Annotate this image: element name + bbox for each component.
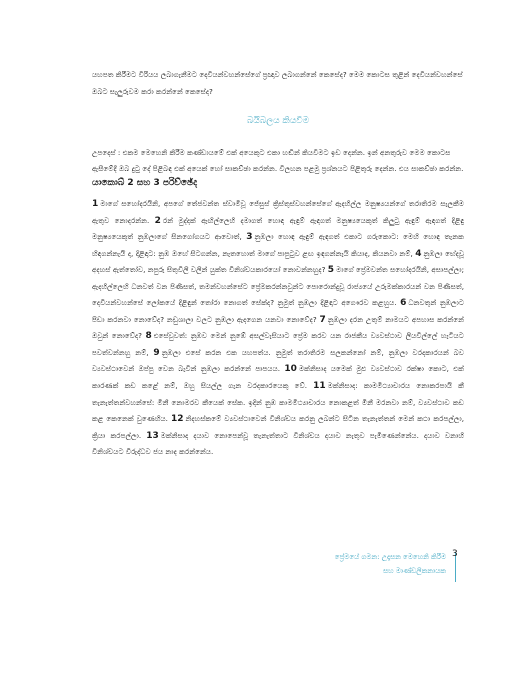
scripture-passage [92, 196, 464, 461]
verse-number: 6 [400, 298, 407, 309]
verse-text: ධනවතුන් නුඹලාට පීඩා කරනවා නොවේද? නඩුශාලා වලට නුඹලා ඇදගෙන යනවා නොවේද? [92, 298, 465, 324]
verse-text: නුඹලා භේදවූ අදහස් ඇත්තෝව, නපුරු සිතුවිලි වලින් යුක්ත විනිශ්චයකාරයෝ නොවන්නහුද? [92, 248, 464, 275]
section-title: බයිබලය කියවීම [246, 116, 310, 126]
intro-paragraph: යහපත කිරීමට විරියය ලබාගැනීමට දෙවියන්වහන්සේගේ ප්‍රඥාව ලබාගන්නේ කෙසේද? මෙම කොටස තුළින් දෙවියන්වහන්සේ ඔබට සැලුරුවම කරා කරන්නේ කෙසේද? [92, 70, 463, 96]
verse-number: 12 [171, 414, 184, 425]
footer [335, 550, 446, 578]
page-number: 3 [452, 549, 458, 559]
footer-title-line2: සහ මාණ්ඩලිකනායක [383, 567, 446, 575]
verse-text: මක්නිසාද යමෙක් මුළු ව්‍යවස්ථාව රක්ෂා කොට, එක් කාරණක් කඩ කළේ නම්, ඔහු සියල්ල ගැන වරදකාරයෙකු වේ. [92, 364, 465, 391]
verse-text: මාගේ ප්‍රේමවන්ත සහෝදරයිනි, අසාපල්ලා; ඇදහිල්ලෙහි ධනවත් වන පිණිසත්, තමන්වහන්සේට ප්‍රේමකරන්නවුන්ට පොරොන්දුවූ රාජ්‍යයේ උරුමක්කාරයන් වන පිණිසත්, දෙවියන්වහන්සේ ලෝකයේ දිළිඳුන් තෝරා නොගත් සේක්ද? නුමුත් නුඹලා දිළිඳාට අගෞරව කළහුය. [92, 265, 464, 308]
verse-text: නුඹලා දරන උතුම් නාමයට අපහාස කරන්නේ ඔවුන් නොවේද? [92, 314, 464, 341]
verse-number: 11 [313, 381, 326, 392]
verse-number: 8 [145, 331, 152, 342]
verse-text: මාගේ සහෝදරයිනි, අපගේ තේජවන්ත ස්වාමිවූ ජේසුස් ක්‍රිස්තුස්වහන්සේගේ ඇදහිල්ල මනුෂ්‍යයන්ගේ තරාතිරම සැලකීම ඇතුව නොදරන්න. [92, 199, 464, 225]
verse-number: 4 [415, 248, 422, 259]
verse-text: මක්නිසාද දයාව නොපෙන්වූ තැනැත්තාට විනිශ්චය දයාව නැතුව පැමිණෙන්නේය. දයාව වනාහි විනිශ්චයට විරුද්ධව ජය නාද කරන්නේය. [92, 430, 464, 457]
verse-text: නුඹලා හොඳ ඇඳුම් ඇඳගත් එකාට ගරුකොට: මෙහි හොඳ තැනක හිඳගන්නැයි ද, දිළිඳාට: නුඹ ඔහේ සිටගන්න, නැතහොත් මාගේ පාපුටුව ළඟ ඉඳගන්නැයි කියාද, කියනවා නම්, [92, 232, 464, 258]
verse-number: 10 [284, 364, 297, 375]
verse-number: 9 [153, 347, 160, 358]
passage-heading: යාකොබ් 2 සහ 3 පරිච්ඡේද [92, 178, 198, 188]
verse-text: මක්නිසාද: කාමමිථ්‍යාචාරය නොකරපායි කී තැනැත්තන්වහන්සේ: මිනී නොමරව කීයෙක් සේක. ඉදින් නුඹ කාමමිථ්‍යාචාරය නොකළත් මිනී මරනවා නම්, ව්‍යවස්ථාව කඩ කළ කෙනෙක් වුණෙහිය. [92, 381, 465, 424]
instruction-paragraph: උපදෙස් : එකම මෙහෙනි කිරීම කණ්ඩායමේ එක් අයෙකුට එකා හඬින් කියවීමට ඉඩ දෙන්න. ඉන් අනතුරුව මෙම කොටස ඇසීමේදී ඔබ දුටු දේ පිළිබඳ එක් අයෙක් හෝ සාකච්ඡා කරන්න. විලහන පළමු ප්‍රශ්නයට පිළිතුරු දෙන්න. එය සාකච්ඡා කරන්න. [92, 148, 464, 173]
verse-text: නුඹලා එසේ කරන එක යහපත්ය. නුමුත් තරාතිරම සලකන්නෝ නම්, නුඹලා වරදකාරයන් බව ව්‍යවස්ථාවෙන් ඔප්පු වෙන බැවින් නුඹලා කරන්නේ පාපයය. [92, 347, 464, 374]
verse-number: 5 [327, 265, 335, 276]
verse-number: 13 [146, 430, 159, 441]
verse-text: රන් මුද්දක් ඇඟිල්ලෙහි දමාගත් හොඳ ඇඳුම් ඇඳගත් මනුෂ්‍යයෙකුත් කිලුටු ඇඳුම් ඇඳගත් දිළිඳු මනුෂ්‍යයෙකුත් නුඹලාගේ සිනගෝගයට ආවොත්, [92, 215, 464, 242]
verse-number: 3 [246, 232, 253, 243]
verse-number: 7 [319, 314, 326, 325]
verse-number: 2 [154, 215, 161, 226]
verse-text: නිදහස්කමේ ව්‍යවස්ථාවෙන් විනිශ්චය කරනු ලබන්ට සිටින තැනැත්තන් මෙන් කථා කරපල්ලා, ක්‍රියා කරපල්ලා. [92, 414, 464, 440]
footer-title-line1: ප්‍රේමයේ ගමන: උදෑසන මෙහෙනි කිරීම [334, 553, 446, 561]
verse-text: එසේවුවත්: නුඹව මෙන් නුඹේ අසල්වැසියාට ප්‍රේම කරව යන රාජකීය ව්‍යවස්ථාව ලියවිල්ලේ හැටියට පවත්වන්නහු නම්, [92, 331, 464, 357]
verse-number: 1 [92, 199, 99, 209]
